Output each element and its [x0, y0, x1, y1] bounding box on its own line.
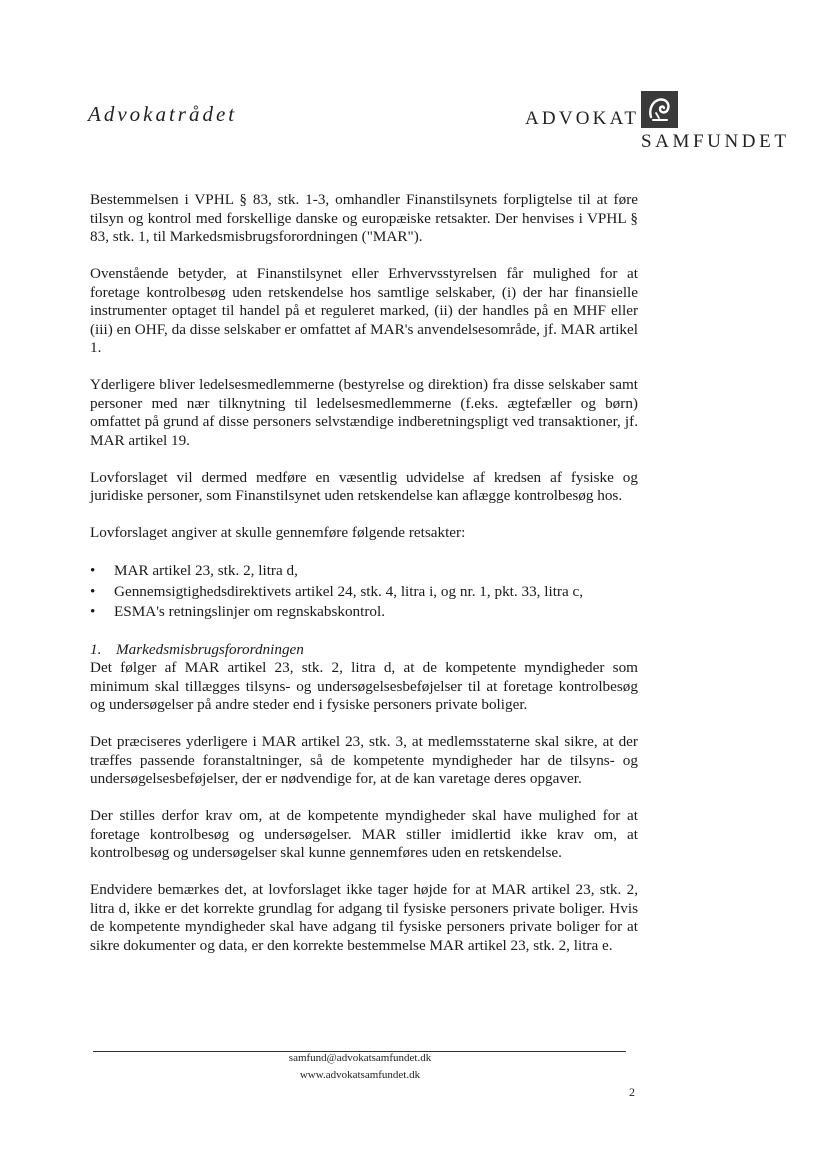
paragraph-7: Det præciseres yderligere i MAR artikel 23, stk. 3, at medlemsstaterne skal sikre, at der træffes passende foranstaltninger, så de kompetente myndigheder har de tilsyns- og undersøgelsesbeføjelser, der er nødvendige for, at de kan varetage deres opgaver. [90, 733, 638, 787]
list-item: • MAR artikel 23, stk. 2, litra d, [114, 561, 638, 582]
paragraph-8: Der stilles derfor krav om, at de kompetente myndigheder skal have mulighed for at foretage kontrolbesøg og undersøgelser. MAR stiller imidlertid ikke krav om, at kontrolbesøg og undersøgelser skal kunne gennemføres uden en retskendelse. [90, 807, 638, 861]
paragraph-5: Lovforslaget angiver at skulle gennemføre følgende retsakter: [90, 524, 466, 541]
advokatsamfundet-logo-mark-icon [641, 91, 678, 128]
list-item: • Gennemsigtighedsdirektivets artikel 24, stk. 4, litra i, og nr. 1, pkt. 33, litra c, [114, 582, 638, 603]
list-item: • ESMA's retningslinjer om regnskabskontrol. [114, 602, 638, 623]
section-title: Markedsmisbrugsforordningen [116, 640, 304, 658]
header-title: Advokatrådet [88, 102, 238, 126]
paragraph-9: Endvidere bemærkes det, at lovforslaget ikke tager højde for at MAR artikel 23, stk. 2, litra d, ikke er det korrekte grundlag for adgang til fysiske personers private boliger. Hvis de kompetente myndigheder skal have adgang til fysiske personers private boliger for at sikre dokumenter og data, er den korrekte bestemmelse MAR artikel 23, stk. 2, litra e. [90, 881, 638, 954]
advokatsamfundet-logo [525, 88, 790, 158]
document-body [90, 191, 638, 974]
paragraph-4: Lovforslaget vil dermed medføre en væsentlig udvidelse af kredsen af fysiske og juridiske personer, som Finanstilsynet uden retskendelse kan aflægge kontrolbesøg hos. [90, 468, 638, 504]
paragraph-2: Ovenstående betyder, at Finanstilsynet eller Erhvervsstyrelsen får mulighed for at foretage kontrolbesøg uden retskendelse hos samtlige selskaber, (i) der har finansielle instrumenter optaget til handel på et reguleret marked, (ii) der handles på en MHF eller (iii) en OHF, da disse selskaber er omfattet af MAR's anvendelsesområde, jf. MAR artikel 1. [90, 265, 638, 356]
retsakter-list [90, 561, 638, 623]
paragraph-1: Bestemmelsen i VPHL § 83, stk. 1-3, omhandler Finanstilsynets forpligtelse til at føre tilsyn og kontrol med forskellige danske og europæiske retsakter. Der henvises i VPHL § 83, stk. 1, til Markedsmisbrugsforordningen ("MAR"). [90, 191, 638, 245]
logo-text-samfundet: SAMFUNDET [641, 131, 790, 152]
section-number: 1. [90, 640, 102, 658]
paragraph-3: Yderligere bliver ledelsesmedlemmerne (bestyrelse og direktion) fra disse selskaber samt personer med nær tilknytning til ledelsesmedlemmerne (f.eks. ægtefæller og børn) omfattet på grund af disse personers selvstændige indberetningspligt ved transaktioner, jf. MAR artikel 19. [90, 376, 638, 449]
footer-website[interactable]: www.advokatsamfundet.dk [299, 1069, 421, 1081]
section-heading [90, 641, 638, 660]
paragraph-6: Det følger af MAR artikel 23, stk. 2, litra d, at de kompetente myndigheder som minimum skal tillægges tilsyns- og undersøgelsesbeføjelser til at foretage kontrolbesøg og undersøgelser på andre steder end i fysiske personers private boliger. [90, 659, 638, 713]
footer-email[interactable]: samfund@advokatsamfundet.dk [288, 1052, 432, 1064]
logo-text-advokat: ADVOKAT [525, 108, 640, 129]
page-number: 2 [629, 1085, 635, 1099]
